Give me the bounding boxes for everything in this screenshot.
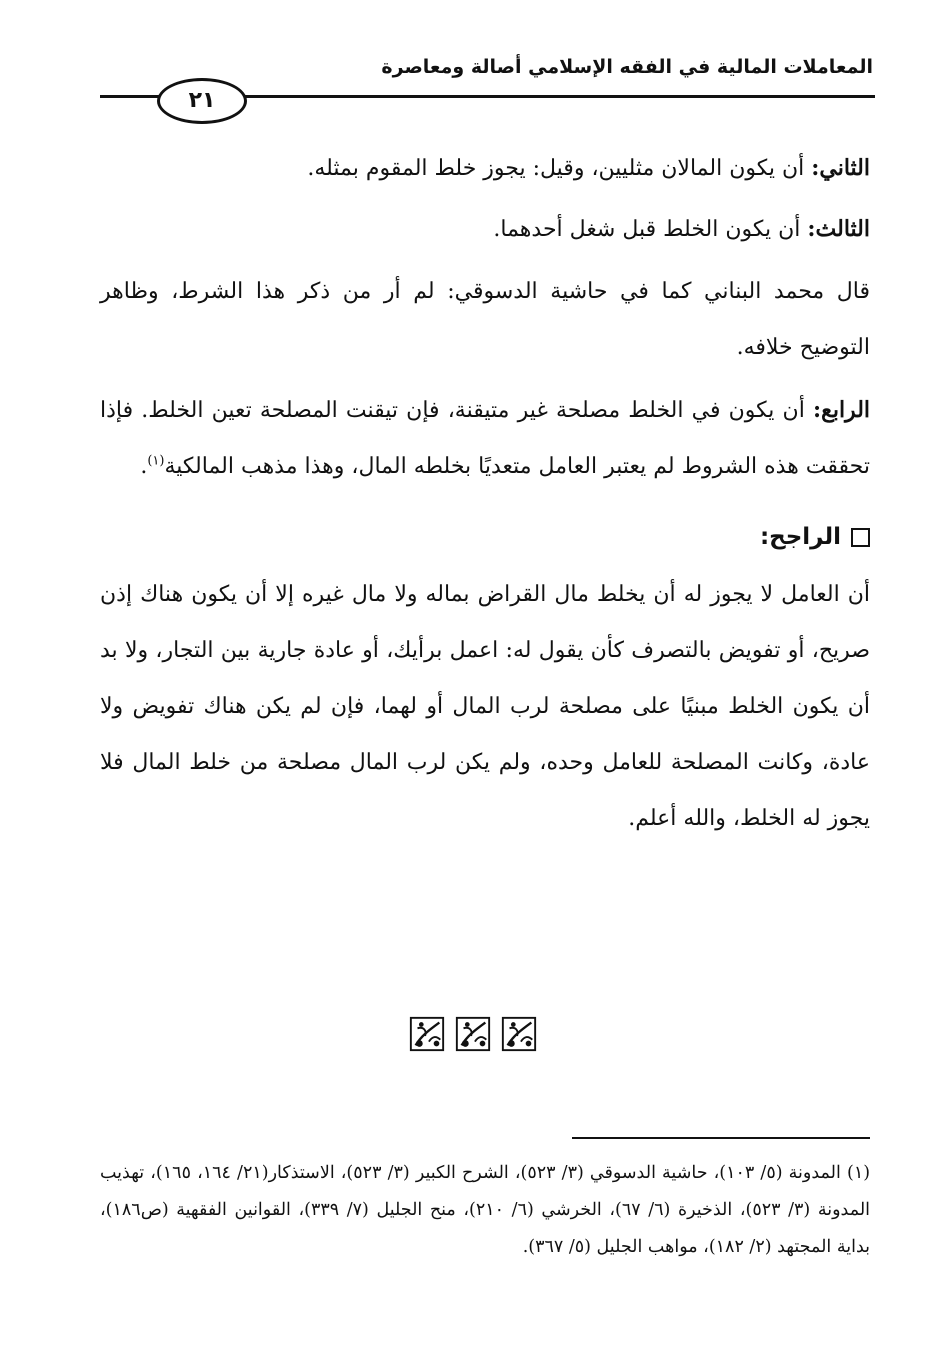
paragraph-text: قال محمد البناني كما في حاشية الدسوقي: لم أر من ذكر هذا الشرط، وظاهر التوضيح خلافه.	[100, 279, 870, 360]
floral-ornament-icon	[408, 1015, 446, 1053]
paragraph-text: أن العامل لا يجوز له أن يخلط مال القراض بماله ولا مال غيره إلا أن يكون هناك إذن صريح، أو تفويض بالتصرف كأن يقول له: اعمل برأيك، أو عادة جارية بين التجار، ولا بد أن يكون الخلط مبنيًا على مصلحة لرب المال أو لهما، فإن لم يكن هناك تفويض ولا عادة، وكانت المصلحة للعامل وحده، ولم يكن لرب المال مصلحة من خلط المال فلا يجوز له الخلط، والله أعلم.	[100, 582, 870, 831]
paragraph-tail: .	[140, 454, 148, 479]
paragraph-text: أن يكون في الخلط مصلحة غير متيقنة، فإن تيقنت المصلحة تعين الخلط. فإذا تحققت هذه الشروط لم يعتبر العامل متعديًا بخلطه المال، وهذا مذهب المالكية	[100, 398, 870, 479]
paragraph-banani-quote	[100, 264, 870, 376]
paragraph-condition-three	[100, 201, 870, 258]
paragraph-lead: الرابع:	[812, 397, 871, 423]
running-header-title: المعاملات المالية في الفقه الإسلامي أصالة ومعاصرة	[381, 56, 873, 78]
footnote-marker: (١)	[147, 453, 165, 469]
paragraph-condition-two	[100, 140, 870, 197]
footnote-separator	[572, 1137, 870, 1139]
footnote-1: (١) المدونة (٥/ ١٠٣)، حاشية الدسوقي (٣/ ٥٢٣)، الشرح الكبير (٣/ ٥٢٣)، الاستذكار(٢١/ ١٦٤، ١٦٥)، تهذيب المدونة (٣/ ٥٢٣)، الذخيرة (٦/ ٦٧)، الخرشي (٦/ ٢١٠)، منح الجليل (٧/ ٣٣٩)، القوانين الفقهية (ص١٨٦)، بداية المجتهد (٢/ ١٨٢)، مواهب الجليل (٥/ ٣٦٧).	[100, 1163, 871, 1257]
paragraph-lead: الثاني:	[811, 155, 870, 181]
page-number-badge: ٢١	[157, 78, 247, 124]
square-bullet-icon	[851, 528, 870, 547]
paragraph-text: أن يكون المالان مثليين، وقيل: يجوز خلط المقوم بمثله.	[307, 156, 812, 181]
paragraph-condition-four	[100, 382, 870, 495]
paragraph-lead: الثالث:	[807, 216, 870, 242]
floral-ornament-icon	[500, 1015, 538, 1053]
section-heading-text: الراجح:	[759, 524, 841, 550]
main-text	[100, 140, 870, 851]
footnote-section	[100, 1155, 870, 1266]
floral-ornament-icon	[454, 1015, 492, 1053]
section-end-ornament	[408, 1015, 538, 1055]
paragraph-text: أن يكون الخلط قبل شغل أحدهما.	[493, 217, 808, 242]
section-heading	[100, 509, 870, 565]
paragraph-preponderant-view	[100, 567, 870, 847]
